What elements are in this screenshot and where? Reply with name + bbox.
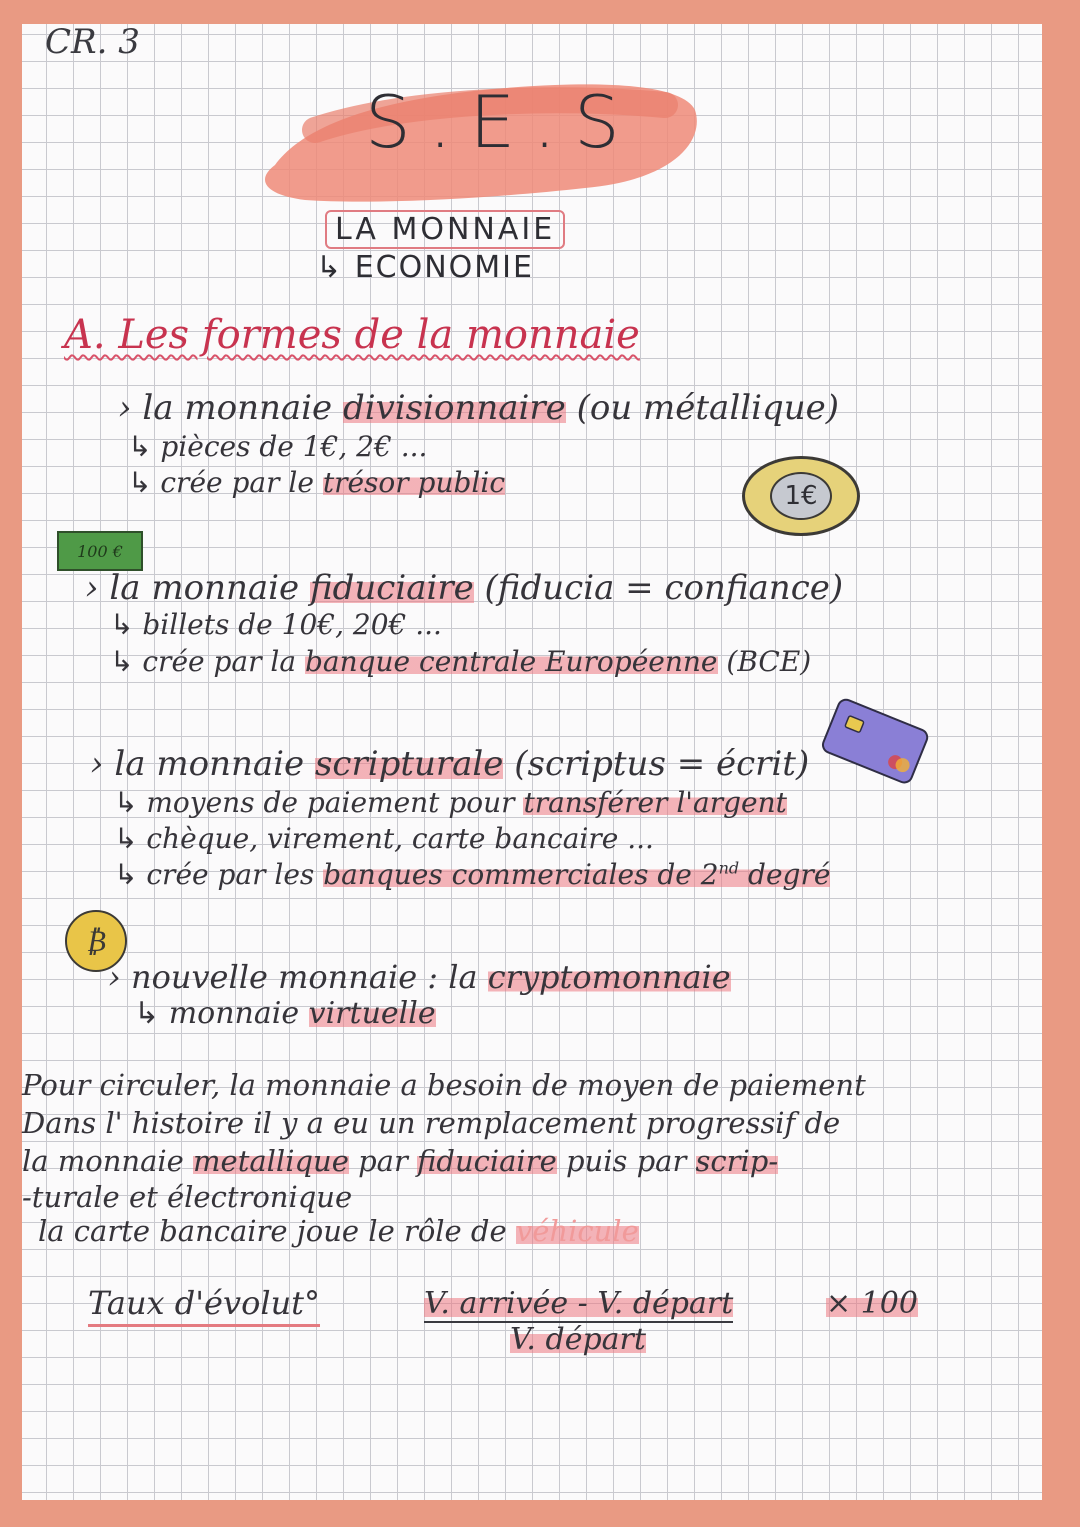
topic-box <box>325 210 565 249</box>
arrow-icon: ↳ <box>114 786 138 819</box>
paragraph-line-4: -turale et électronique <box>22 1180 353 1214</box>
line-highlight: virtuelle <box>308 996 436 1031</box>
line-text: moyens de paiement pour <box>146 786 515 819</box>
paragraph-line-2: Dans l' histoire il y a eu un remplacement progressif de <box>22 1106 841 1140</box>
heading-intro: › la monnaie <box>90 744 305 784</box>
heading-key-term: fiduciaire <box>309 568 474 608</box>
formula-denominator <box>510 1322 646 1357</box>
scripturale-line-3 <box>114 858 830 891</box>
chapter-label: CR. 3 <box>45 22 140 62</box>
line-text: crée par les <box>146 858 315 891</box>
line-text-post: (BCE) <box>726 645 812 678</box>
line-highlight: metallique <box>193 1144 349 1178</box>
scripturale-heading <box>90 744 809 784</box>
fiduciaire-line-1 <box>110 608 442 641</box>
line-text: puis par <box>565 1144 687 1178</box>
line-text: monnaie <box>168 996 300 1031</box>
paragraph-line-3 <box>22 1144 778 1178</box>
divisionnaire-line-1 <box>128 430 427 463</box>
arrow-icon: ↳ <box>134 996 160 1031</box>
faded-word: véhicule <box>515 1214 639 1248</box>
fiduciaire-line-2 <box>110 645 811 678</box>
arrow-icon: ↳ <box>110 645 134 678</box>
arrow-icon: ↳ <box>114 822 138 855</box>
line-highlight: transférer l'argent <box>523 786 787 819</box>
line-text: crée par la <box>142 645 297 678</box>
topic-name: LA MONNAIE <box>335 212 556 247</box>
bitcoin-coin-icon: ₿ <box>65 910 127 972</box>
page-title: S.E.S <box>365 80 638 164</box>
scripturale-line-1 <box>114 786 787 819</box>
crypto-line-1 <box>108 958 731 996</box>
numerator-text: V. arrivée - V. départ <box>424 1286 734 1321</box>
fiduciaire-heading <box>85 568 843 608</box>
coin-label: 1€ <box>770 472 832 520</box>
section-a-title: A. Les formes de la monnaie <box>64 312 640 358</box>
line-text: › nouvelle monnaie : la <box>108 958 478 996</box>
line-text: par <box>358 1144 408 1178</box>
denominator-text: V. départ <box>510 1322 646 1357</box>
line-highlight: scrip- <box>695 1144 779 1178</box>
line-text: billets de 10€, 20€ ... <box>142 608 442 641</box>
arrow-icon: ↳ <box>110 608 134 641</box>
formula-multiplier <box>826 1286 918 1321</box>
formula-numerator <box>424 1286 733 1323</box>
arrow-icon: ↳ <box>114 858 138 891</box>
line-highlight: fiduciaire <box>417 1144 557 1178</box>
heading-intro: › la monnaie <box>118 388 333 428</box>
arrow-icon: ↳ <box>128 430 152 463</box>
line-text: la carte bancaire joue le rôle de <box>38 1214 507 1248</box>
banknote-label: 100 € <box>77 541 123 561</box>
crypto-line-2 <box>134 996 436 1031</box>
formula-label: Taux d'évolut° <box>88 1284 320 1327</box>
topic-subject-line <box>316 250 534 285</box>
line-text: chèque, virement, carte bancaire ... <box>146 822 654 855</box>
heading-rest: (scriptus = écrit) <box>514 744 810 784</box>
scripturale-line-2 <box>114 822 654 855</box>
line-highlight: cryptomonnaie <box>487 958 731 996</box>
line-text: la monnaie <box>22 1144 184 1178</box>
heading-intro: › la monnaie <box>85 568 300 608</box>
euro-coin-icon <box>742 456 860 536</box>
divisionnaire-line-2 <box>128 466 505 499</box>
arrow-icon: ↳ <box>128 466 152 499</box>
paragraph-line-5 <box>38 1214 639 1248</box>
line-highlight: banque centrale Européenne <box>304 645 718 678</box>
banknote-icon <box>57 531 143 571</box>
credit-card-icon <box>818 695 933 785</box>
heading-key-term: divisionnaire <box>342 388 566 428</box>
heading-rest: (ou métallique) <box>576 388 839 428</box>
heading-rest: (fiducia = confiance) <box>484 568 844 608</box>
arrow-icon: ↳ <box>316 250 344 285</box>
line-text: pièces de 1€, 2€ ... <box>160 430 428 463</box>
divisionnaire-heading <box>118 388 839 428</box>
multiplier-text: × 100 <box>826 1286 918 1321</box>
topic-subject: ECONOMIE <box>354 250 534 285</box>
line-text: crée par le <box>160 466 314 499</box>
paragraph-line-1: Pour circuler, la monnaie a besoin de moyen de paiement <box>22 1068 866 1102</box>
line-highlight: trésor public <box>322 466 506 499</box>
heading-key-term: scripturale <box>314 744 504 784</box>
line-highlight: banques commerciales de 2nd degré <box>323 858 831 891</box>
superscript: nd <box>718 858 740 878</box>
